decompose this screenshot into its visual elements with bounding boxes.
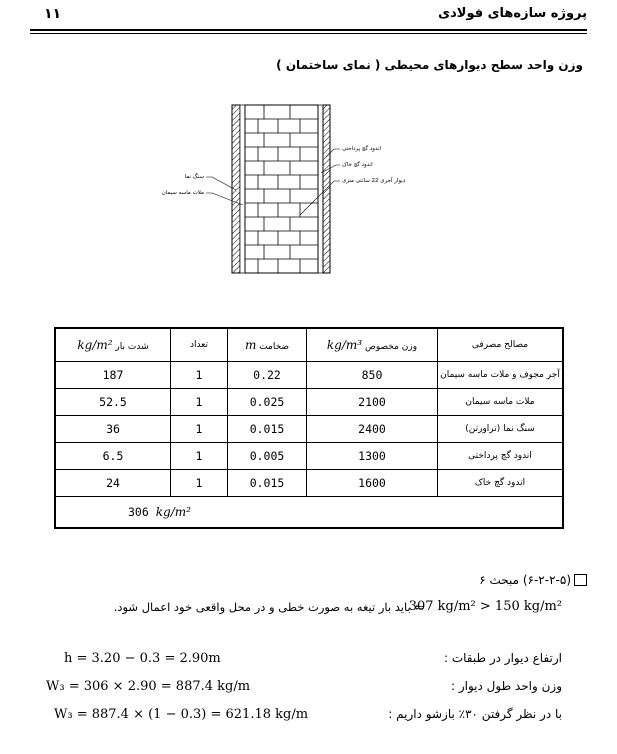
cell-load: 6.5	[55, 443, 171, 470]
header-sw-unit: kg/m³	[326, 338, 363, 352]
cell-count: 1	[171, 470, 228, 497]
condition-line	[60, 599, 562, 619]
cell-material: اندود گچ خاک	[438, 470, 564, 497]
calc-eq-height: h = 3.20 − 0.3 = 2.90m	[64, 651, 221, 666]
label-cement-mortar: ملات ماسه سیمان	[161, 190, 204, 196]
label-gypsum-soil: اندود گچ خاک	[342, 162, 373, 168]
cell-count: 1	[171, 416, 228, 443]
page-number: ۱۱	[44, 6, 62, 22]
cell-weight: 2100	[307, 389, 438, 416]
table-row	[55, 470, 563, 497]
cell-weight: 850	[307, 362, 438, 389]
table-row	[55, 389, 563, 416]
header-count: تعداد	[171, 328, 228, 362]
table-total-row	[55, 497, 563, 529]
cell-weight: 2400	[307, 416, 438, 443]
total-unit: kg/m²	[155, 505, 191, 519]
cell-load: 36	[55, 416, 171, 443]
wall-section-figure	[150, 95, 406, 285]
cell-weight: 1600	[307, 470, 438, 497]
header-sw-label: وزن مخصوص	[364, 342, 418, 352]
section-title: وزن واحد سطح دیوارهای محیطی ( نمای ساختمان )	[276, 58, 583, 72]
cell-material: اندود گچ پرداختی	[438, 443, 564, 470]
material-weight-table	[54, 327, 564, 529]
calc-label-unit-weight: وزن واحد طول دیوار :	[450, 679, 562, 693]
cell-thickness: 0.025	[228, 389, 307, 416]
cell-thickness: 0.015	[228, 470, 307, 497]
header-thickness	[228, 328, 307, 362]
cell-thickness: 0.015	[228, 416, 307, 443]
header-load-label: شدت بار	[115, 342, 149, 352]
calc-label-opening: با در نظر گرفتن ۳۰٪ بازشو داریم :	[388, 707, 562, 721]
running-header-title: پروژه سازه‌های فولادی	[438, 6, 587, 21]
cell-thickness: 0.22	[228, 362, 307, 389]
total-cell	[55, 497, 563, 529]
table-row	[55, 362, 563, 389]
header-thickness-label: ضخامت	[259, 342, 290, 352]
label-stone-facade: سنگ نما	[184, 174, 204, 180]
total-value: 306	[128, 505, 149, 519]
cell-load: 187	[55, 362, 171, 389]
header-material: مصالح مصرفی	[438, 328, 564, 362]
cell-count: 1	[171, 443, 228, 470]
condition-text: ⇐ باید بار تیغه به صورت خطی و در محل واقعی خود اعمال شود.	[113, 600, 424, 614]
header-thickness-unit: m	[244, 338, 257, 352]
book-icon	[574, 574, 587, 586]
condition-equation: 307 kg/m² > 150 kg/m²	[408, 599, 562, 614]
header-rule-thick	[30, 29, 587, 31]
cell-material: آجر مجوف و ملات ماسه سیمان	[438, 362, 564, 389]
header-load-unit: kg/m²	[77, 338, 113, 352]
cell-count: 1	[171, 362, 228, 389]
header-specific-weight	[307, 328, 438, 362]
header-rule-thin	[30, 33, 587, 34]
table-row	[55, 416, 563, 443]
cell-material: سنگ نما (تراورتن)	[438, 416, 564, 443]
cell-weight: 1300	[307, 443, 438, 470]
code-reference: (۶-۲-۲-۵) مبحث ۶	[479, 573, 571, 587]
label-brick-wall: دیوار آجری 22 سانتی متری	[342, 178, 406, 184]
header-load	[55, 328, 171, 362]
cell-material: ملات ماسه سیمان	[438, 389, 564, 416]
table-header-row	[55, 328, 563, 362]
label-gypsum-finish: اندود گچ پرداختی	[342, 146, 381, 152]
cell-count: 1	[171, 389, 228, 416]
cell-thickness: 0.005	[228, 443, 307, 470]
cell-load: 24	[55, 470, 171, 497]
cell-load: 52.5	[55, 389, 171, 416]
table-row	[55, 443, 563, 470]
calc-eq-unit-weight: W₃ = 306 × 2.90 = 887.4 kg/m	[46, 679, 251, 694]
calc-eq-opening: W₃ = 887.4 × (1 − 0.3) = 621.18 kg/m	[54, 707, 309, 722]
calc-label-height: ارتفاع دیوار در طبقات :	[443, 651, 562, 665]
